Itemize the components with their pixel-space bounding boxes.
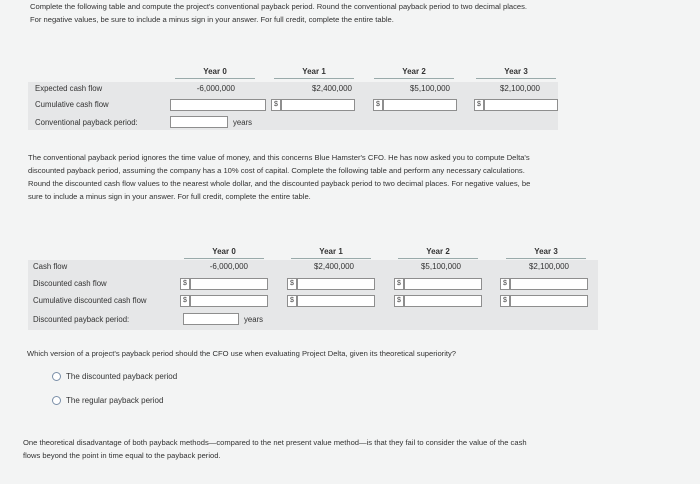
disadvantage-text-line-1: One theoretical disadvantage of both payback methods—compared to the net present value method—is that they fail to consider the value of the cash — [23, 438, 527, 447]
cumulative-discounted-year1-input[interactable] — [297, 295, 375, 307]
option-regular-label[interactable]: The regular payback period — [66, 396, 164, 405]
table2-header-year3: Year 3 — [506, 247, 586, 256]
cumulative-discounted-year3-input[interactable] — [510, 295, 588, 307]
intro-line-2: For negative values, be sure to include a minus sign in your answer. For full credit, complete the entire table. — [30, 15, 394, 24]
conventional-payback-label: Conventional payback period: — [35, 118, 138, 127]
conventional-payback-input[interactable] — [170, 116, 228, 128]
cash-flow-label: Cash flow — [33, 262, 68, 271]
discounted-intro-line-2: discounted payback period, assuming the company has a 10% cost of capital. Complete the following table and perform any necessary calculations. — [28, 166, 525, 175]
table1-header-year3: Year 3 — [476, 67, 556, 76]
currency-symbol: $ — [373, 99, 383, 111]
currency-symbol: $ — [271, 99, 281, 111]
cumulative-cash-flow-year1-input[interactable] — [281, 99, 355, 111]
discounted-cash-flow-year2-input[interactable] — [404, 278, 482, 290]
currency-symbol: $ — [287, 278, 297, 290]
expected-cash-flow-year3: $2,100,000 — [499, 84, 540, 93]
intro-line-1: Complete the following table and compute the project's conventional payback period. Round the conventional payback period to two decimal places. — [30, 2, 528, 11]
currency-symbol: $ — [180, 278, 190, 290]
option-discounted-label[interactable]: The discounted payback period — [66, 372, 178, 381]
table1-header-year0: Year 0 — [175, 67, 255, 76]
cash-flow-year3: $2,100,000 — [528, 262, 569, 271]
table2-header-year0: Year 0 — [184, 247, 264, 256]
discounted-intro-line-4: sure to include a minus sign in your answer. For full credit, complete the entire table. — [28, 192, 311, 201]
cumulative-cash-flow-year2-input[interactable] — [383, 99, 457, 111]
currency-symbol: $ — [180, 295, 190, 307]
discounted-payback-label: Discounted payback period: — [33, 315, 130, 324]
cumulative-discounted-year0-input[interactable] — [190, 295, 268, 307]
discounted-intro-line-1: The conventional payback period ignores the time value of money, and this concerns Blue Hamster's CFO. He has now asked you to compute Delta's — [28, 153, 530, 162]
currency-symbol: $ — [500, 278, 510, 290]
cash-flow-year2: $5,100,000 — [420, 262, 461, 271]
table1-header-year1: Year 1 — [274, 67, 354, 76]
conventional-payback-unit: years — [233, 118, 253, 127]
table2-header-year1: Year 1 — [291, 247, 371, 256]
disadvantage-text-line-2: flows beyond the point in time equal to the payback period. — [23, 451, 221, 460]
cumulative-cash-flow-year3-input[interactable] — [484, 99, 558, 111]
expected-cash-flow-year0: -6,000,000 — [196, 84, 235, 93]
currency-symbol: $ — [394, 278, 404, 290]
payback-version-question: Which version of a project's payback period should the CFO use when evaluating Project Delta, given its theoretical superiority? — [27, 349, 457, 358]
currency-symbol: $ — [287, 295, 297, 307]
discounted-intro-line-3: Round the discounted cash flow values to the nearest whole dollar, and the discounted payback period to two decimal places. For negative values, be — [28, 179, 531, 188]
currency-symbol: $ — [474, 99, 484, 111]
cumulative-discounted-year2-input[interactable] — [404, 295, 482, 307]
expected-cash-flow-label: Expected cash flow — [35, 84, 103, 93]
currency-symbol: $ — [500, 295, 510, 307]
cumulative-cash-flow-label: Cumulative cash flow — [35, 100, 109, 109]
discounted-cash-flow-year1-input[interactable] — [297, 278, 375, 290]
option-regular-radio[interactable] — [52, 396, 61, 405]
discounted-cash-flow-label: Discounted cash flow — [33, 279, 107, 288]
cumulative-discounted-cash-flow-label: Cumulative discounted cash flow — [33, 296, 147, 305]
discounted-payback-input[interactable] — [183, 313, 239, 325]
cumulative-cash-flow-year0-input[interactable] — [170, 99, 266, 111]
currency-symbol: $ — [394, 295, 404, 307]
option-discounted-radio[interactable] — [52, 372, 61, 381]
discounted-cash-flow-year3-input[interactable] — [510, 278, 588, 290]
table1-header-year2: Year 2 — [374, 67, 454, 76]
discounted-cash-flow-year0-input[interactable] — [190, 278, 268, 290]
expected-cash-flow-year1: $2,400,000 — [311, 84, 352, 93]
cash-flow-year0: -6,000,000 — [209, 262, 248, 271]
discounted-payback-unit: years — [244, 315, 264, 324]
cash-flow-year1: $2,400,000 — [313, 262, 354, 271]
expected-cash-flow-year2: $5,100,000 — [409, 84, 450, 93]
table2-header-year2: Year 2 — [398, 247, 478, 256]
